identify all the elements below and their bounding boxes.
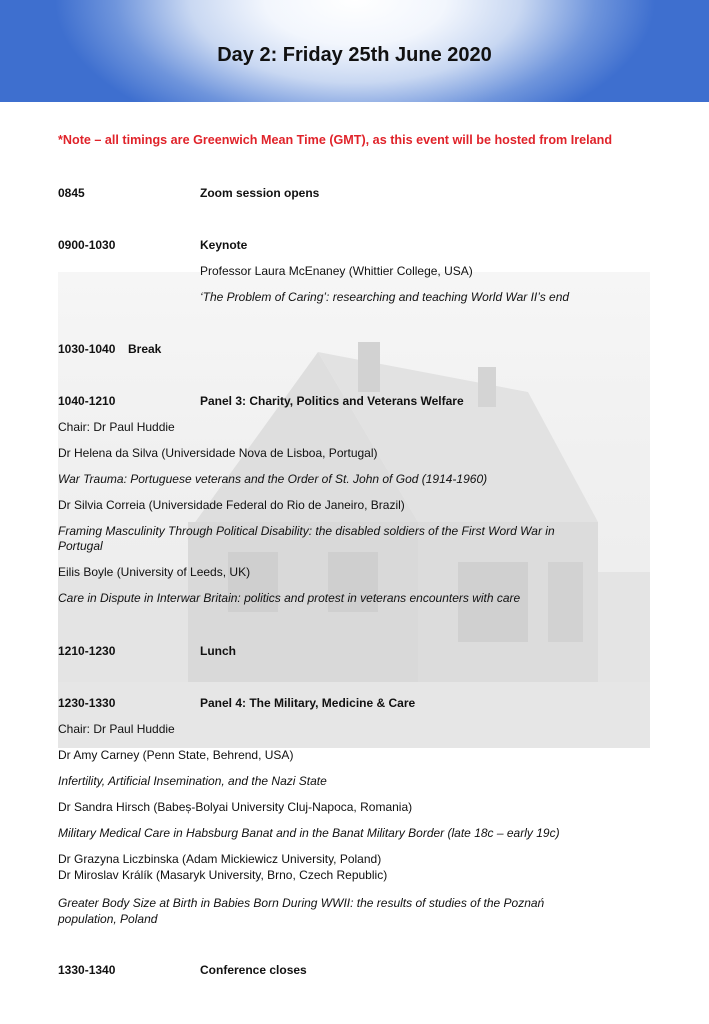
paper-title-continued: population, Poland <box>58 912 158 926</box>
paper-title: Framing Masculinity Through Political Disability: the disabled soldiers of the First Word War in <box>58 524 555 538</box>
schedule-label: Keynote <box>200 238 248 252</box>
panel-chair: Chair: Dr Paul Huddie <box>58 722 175 736</box>
schedule-time: 1230-1330 <box>58 696 116 710</box>
panel-chair: Chair: Dr Paul Huddie <box>58 420 175 434</box>
speaker: Eilis Boyle (University of Leeds, UK) <box>58 565 251 579</box>
keynote-speaker: Professor Laura McEnaney (Whittier College, USA) <box>200 264 473 278</box>
page-title: Day 2: Friday 25th June 2020 <box>217 44 492 66</box>
paper-title-continued: Portugal <box>58 539 103 553</box>
paper-title: Infertility, Artificial Insemination, and the Nazi State <box>58 774 327 788</box>
schedule-label: Lunch <box>200 644 236 658</box>
header-banner <box>0 0 709 102</box>
keynote-talk: ‘The Problem of Caring’: researching and teaching World War II’s end <box>200 290 570 304</box>
schedule-label: Conference closes <box>200 963 307 977</box>
panel-title: Panel 4: The Military, Medicine & Care <box>200 696 416 710</box>
speaker: Dr Sandra Hirsch (Babeș-Bolyai University Cluj-Napoca, Romania) <box>58 800 413 814</box>
speaker: Dr Miroslav Králík (Masaryk University, Brno, Czech Republic) <box>58 868 388 882</box>
paper-title: Military Medical Care in Habsburg Banat and in the Banat Military Border (late 18c – early 19c) <box>58 826 560 840</box>
schedule-time: 0900-1030 <box>58 238 116 252</box>
paper-title: Care in Dispute in Interwar Britain: politics and protest in veterans encounters with care <box>58 591 521 605</box>
speaker: Dr Silvia Correia (Universidade Federal do Rio de Janeiro, Brazil) <box>58 498 405 512</box>
schedule-label: Break <box>128 342 162 356</box>
paper-title: War Trauma: Portuguese veterans and the Order of St. John of God (1914-1960) <box>58 472 488 486</box>
paper-title: Greater Body Size at Birth in Babies Born During WWII: the results of studies of the Poznań <box>58 896 545 910</box>
speaker: Dr Amy Carney (Penn State, Behrend, USA) <box>58 748 294 762</box>
speaker: Dr Helena da Silva (Universidade Nova de Lisboa, Portugal) <box>58 446 378 460</box>
schedule-time: 1040-1210 <box>58 394 116 408</box>
timezone-note: *Note – all timings are Greenwich Mean Time (GMT), as this event will be hosted from Ireland <box>58 133 613 147</box>
schedule-time: 0845 <box>58 186 85 200</box>
schedule-time: 1030-1040 <box>58 342 116 356</box>
schedule-time: 1330-1340 <box>58 963 116 977</box>
speaker: Dr Grazyna Liczbinska (Adam Mickiewicz University, Poland) <box>58 852 382 866</box>
schedule-time: 1210-1230 <box>58 644 116 658</box>
panel-title: Panel 3: Charity, Politics and Veterans Welfare <box>200 394 464 408</box>
schedule-label: Zoom session opens <box>200 186 320 200</box>
